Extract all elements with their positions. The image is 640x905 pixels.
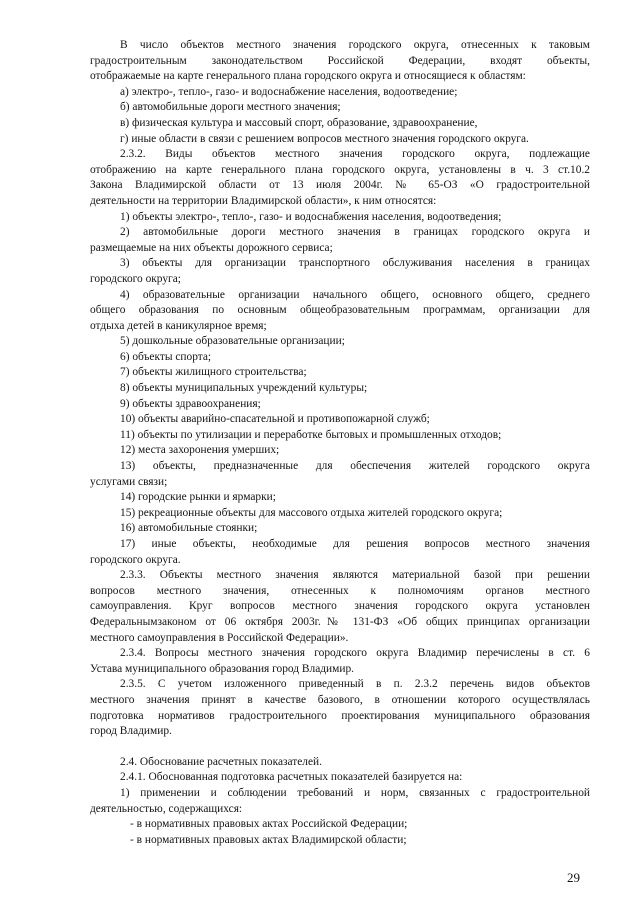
document-body (90, 38, 590, 848)
text-line: самоуправления. Круг вопросов местного значения городского округа установлен (90, 600, 590, 613)
text-line: 1) применении и соблюдении требований и норм, связанных с градостроительной (120, 786, 590, 799)
text-line: 6) объекты спорта; (120, 350, 212, 363)
text-line: - в нормативных правовых актах Российской Федерации; (130, 818, 408, 831)
text-line: г) иные области в связи с решением вопросов местного значения городского округа. (120, 132, 529, 145)
text-line: в) физическая культура и массовый спорт, образование, здравоохранение, (120, 116, 478, 129)
text-line: 5) дошкольные образовательные организации; (120, 335, 345, 348)
text-line: деятельности на территории Владимирской области», к ним относятся: (90, 194, 437, 207)
text-line: отображаемые на карте генерального плана городского округа и относящиеся к областям: (90, 70, 526, 83)
text-line: 8) объекты муниципальных учреждений культуры; (120, 382, 368, 395)
text-line: - в нормативных правовых актах Владимирской области; (130, 833, 407, 846)
text-line: 17) иные объекты, необходимые для решения вопросов местного значения (120, 538, 590, 550)
text-line: вопросов местного значения, отнесенных к полномочиям органов местного (90, 584, 590, 597)
text-line: 2.3.2. Виды объектов местного значения городского округа, подлежащие (120, 148, 590, 161)
text-line: подготовка нормативов градостроительного проектирования муниципального образования (90, 709, 590, 722)
text-line: В число объектов местного значения городского округа, отнесенных к таковым (120, 39, 590, 51)
text-line: 11) объекты по утилизации и переработке бытовых и промышленных отходов; (120, 428, 502, 441)
text-line: общего образования по основным общеобразовательным программам, организации для (90, 304, 590, 317)
text-line: город Владимир. (90, 725, 172, 738)
text-line: Устава муниципального образования город Владимир. (90, 662, 354, 675)
text-line: отображению на карте генерального плана городского округа, установлены в ч. 3 ст.10.2 (90, 163, 590, 176)
blank-line (90, 740, 590, 755)
text-line: 4) образовательные организации начального общего, основного общего, среднего (120, 288, 590, 301)
text-line: 7) объекты жилищного строительства; (120, 366, 307, 379)
text-line: городского округа. (90, 553, 181, 566)
text-line: услугами связи; (90, 475, 168, 488)
text-line: Федеральнымзаконом от 06 октября 2003г.№ 131-ФЗ «Об общих принципах организации (90, 615, 590, 628)
text-line: 16) автомобильные стоянки; (120, 522, 258, 535)
text-line: а) электро-, тепло-, газо- и водоснабжение населения, водоотведение; (120, 85, 458, 98)
text-line: б) автомобильные дороги местного значения; (120, 101, 341, 114)
text-line: городского округа; (90, 272, 181, 285)
text-line: 2.3.5. С учетом изложенного приведенный в п. 2.3.2 перечень видов объектов (120, 678, 590, 691)
text-line: 10) объекты аварийно-спасательной и противопожарной служб; (120, 413, 430, 426)
text-line: 2.3.4. Вопросы местного значения городского округа Владимир перечислены в ст. 6 (120, 647, 590, 660)
text-line: градостроительным законодательством Российской Федерации, входят объекты, (90, 54, 590, 67)
text-line: 14) городские рынки и ярмарки; (120, 491, 276, 504)
text-line: деятельностью, содержащихся: (90, 802, 243, 815)
text-line: 9) объекты здравоохранения; (120, 397, 261, 410)
text-line: 2.4. Обоснование расчетных показателей. (120, 755, 322, 768)
text-line: 1) объекты электро-, тепло-, газо- и водоснабжения населения, водоотведения; (120, 210, 502, 223)
text-line: местного значения принят в качестве базового, в отношении которого осуществлялась (90, 693, 590, 706)
text-line: отдыха детей в каникулярное время; (90, 319, 267, 332)
page-number: 29 (567, 870, 580, 885)
text-line: размещаемые на них объекты дорожного сервиса; (90, 241, 333, 254)
text-line: 3) объекты для организации транспортного обслуживания населения в границах (120, 257, 590, 270)
text-line: 2.3.3. Объекты местного значения являются материальной базой при решении (120, 569, 590, 582)
text-line: местного самоуправления в Российской Федерации». (90, 631, 349, 644)
text-line: 2.4.1. Обоснованная подготовка расчетных показателей базируется на: (120, 771, 463, 784)
text-line: 15) рекреационные объекты для массового отдыха жителей городского округа; (120, 506, 503, 519)
text-line: 13) объекты, предназначенные для обеспечения жителей городского округа (120, 460, 590, 473)
text-line: 2) автомобильные дороги местного значения в границах городского округа и (120, 226, 590, 239)
text-line: 12) места захоронения умерших; (120, 444, 280, 457)
text-line: Закона Владимирской области от 13 июля 2004г. № 65-ОЗ «О градостроительной (90, 179, 590, 192)
